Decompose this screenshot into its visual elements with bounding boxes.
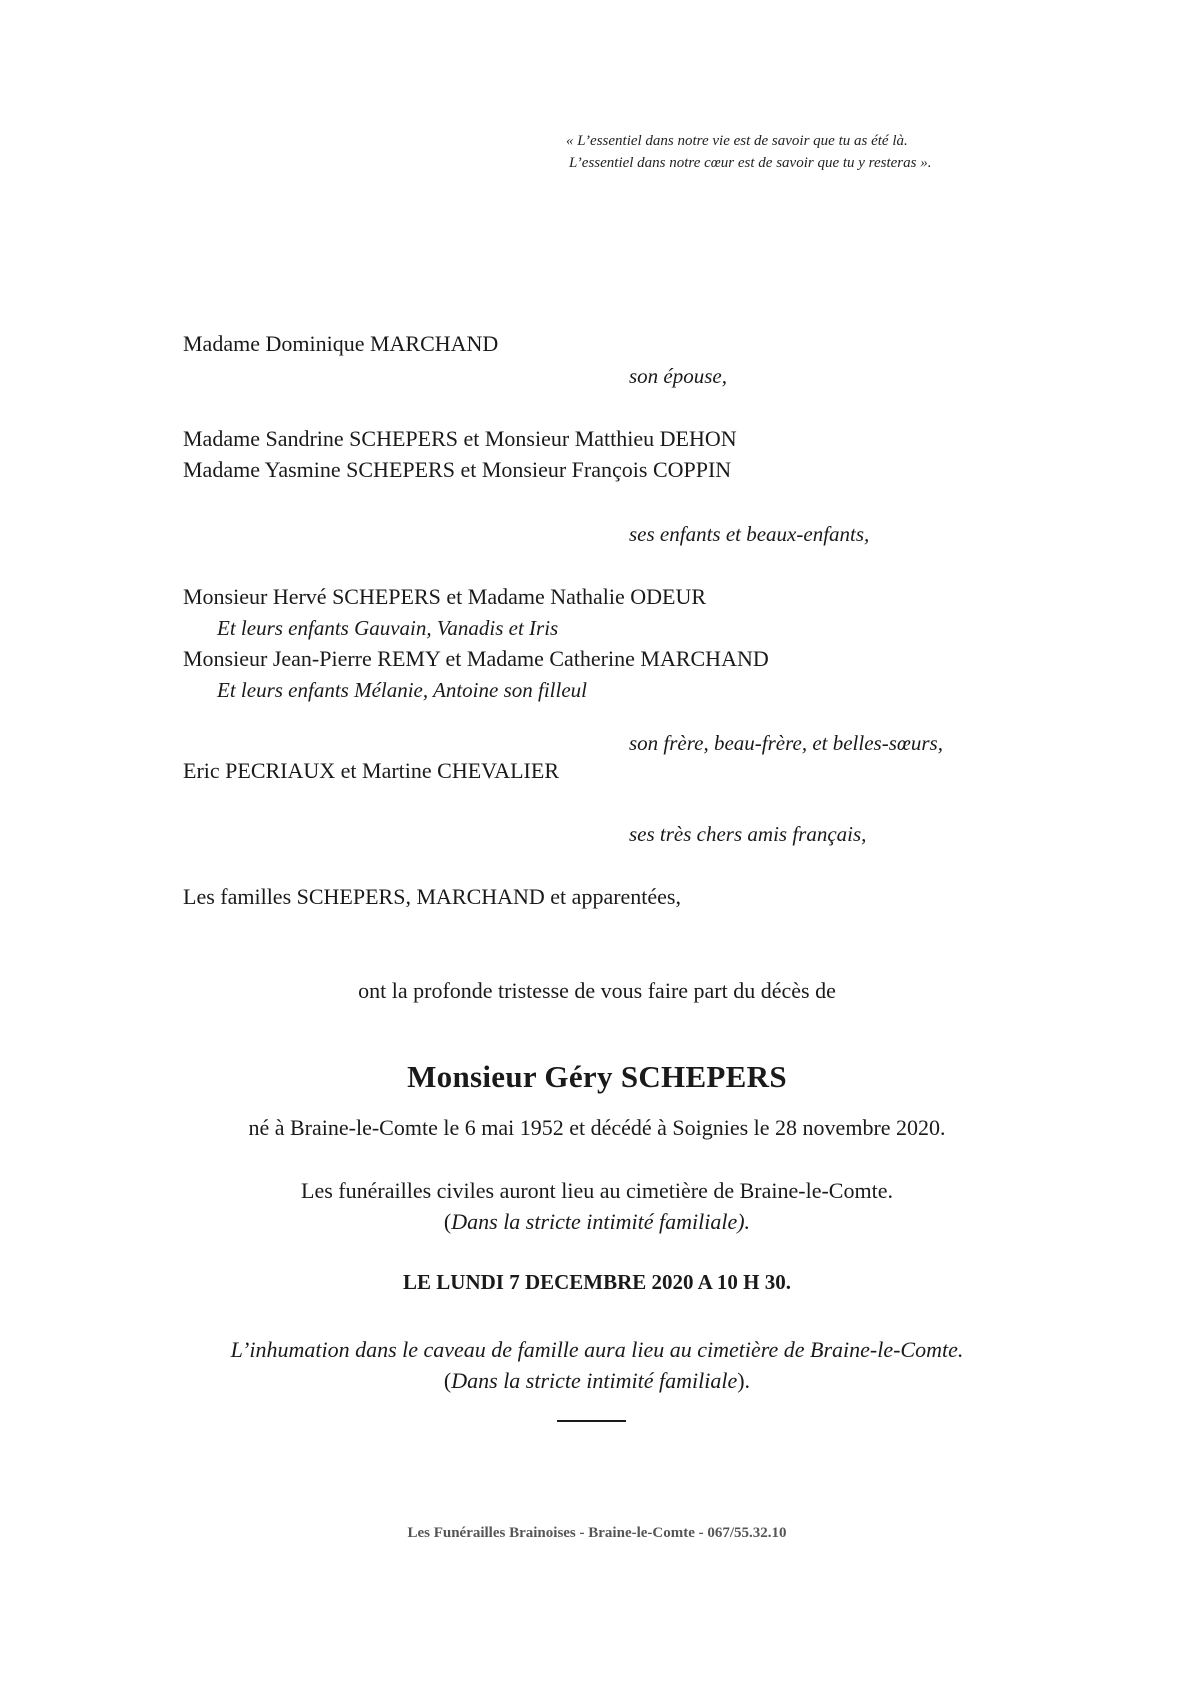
- birth-death-dates: né à Braine-le-Comte le 6 mai 1952 et décédé à Soignies le 28 novembre 2020.: [248, 1115, 946, 1140]
- child-couple-2: Madame Yasmine SCHEPERS et Monsieur François COPPIN: [183, 457, 732, 482]
- ceremony-date: LE LUNDI 7 DECEMBRE 2020 A 10 H 30.: [403, 1270, 791, 1294]
- burial-note: [0, 1366, 1194, 1396]
- burial-note-close: ).: [737, 1368, 751, 1393]
- child-couple-1: Madame Sandrine SCHEPERS et Monsieur Matthieu DEHON: [183, 426, 737, 451]
- friends-names: Eric PECRIAUX et Martine CHEVALIER: [183, 758, 559, 783]
- deceased-name: Monsieur Géry SCHEPERS: [407, 1059, 787, 1094]
- sibling-couple-2: Monsieur Jean-Pierre REMY et Madame Catherine MARCHAND: [183, 646, 769, 671]
- funeral-home-footer: Les Funérailles Brainoises - Braine-le-Comte - 067/55.32.10: [407, 1525, 787, 1541]
- spouse-relation: son épouse,: [629, 364, 727, 388]
- sibling-couple-2-children: Et leurs enfants Mélanie, Antoine son filleul: [217, 678, 587, 702]
- sibling-couple-1-children: Et leurs enfants Gauvain, Vanadis et Iris: [217, 616, 559, 640]
- children-relation: ses enfants et beaux-enfants,: [629, 522, 870, 546]
- friends-relation: ses très chers amis français,: [629, 822, 867, 846]
- siblings-relation: son frère, beau-frère, et belles-sœurs,: [629, 731, 943, 755]
- funeral-note-text: Dans la stricte intimité familiale).: [451, 1209, 751, 1234]
- funeral-note-open: (: [443, 1209, 452, 1234]
- burial-note-open: (: [443, 1368, 452, 1393]
- burial-note-text: Dans la stricte intimité familiale: [451, 1368, 738, 1393]
- epigraph-line-2: L’essentiel dans notre cœur est de savoir que tu y resteras ».: [569, 155, 932, 171]
- funeral-info: Les funérailles civiles auront lieu au cimetière de Braine-le-Comte.: [301, 1178, 893, 1203]
- announcement-intro: ont la profonde tristesse de vous faire part du décès de: [358, 978, 836, 1003]
- closing-rule: [557, 1420, 626, 1422]
- funeral-note: [0, 1207, 1194, 1237]
- epigraph-line-1: « L’essentiel dans notre vie est de savoir que tu as été là.: [566, 133, 908, 149]
- burial-info: L’inhumation dans le caveau de famille aura lieu au cimetière de Braine-le-Comte.: [230, 1337, 964, 1362]
- extended-families: Les familles SCHEPERS, MARCHAND et apparentées,: [183, 884, 681, 909]
- sibling-couple-1: Monsieur Hervé SCHEPERS et Madame Nathalie ODEUR: [183, 584, 707, 609]
- spouse-name: Madame Dominique MARCHAND: [183, 331, 499, 356]
